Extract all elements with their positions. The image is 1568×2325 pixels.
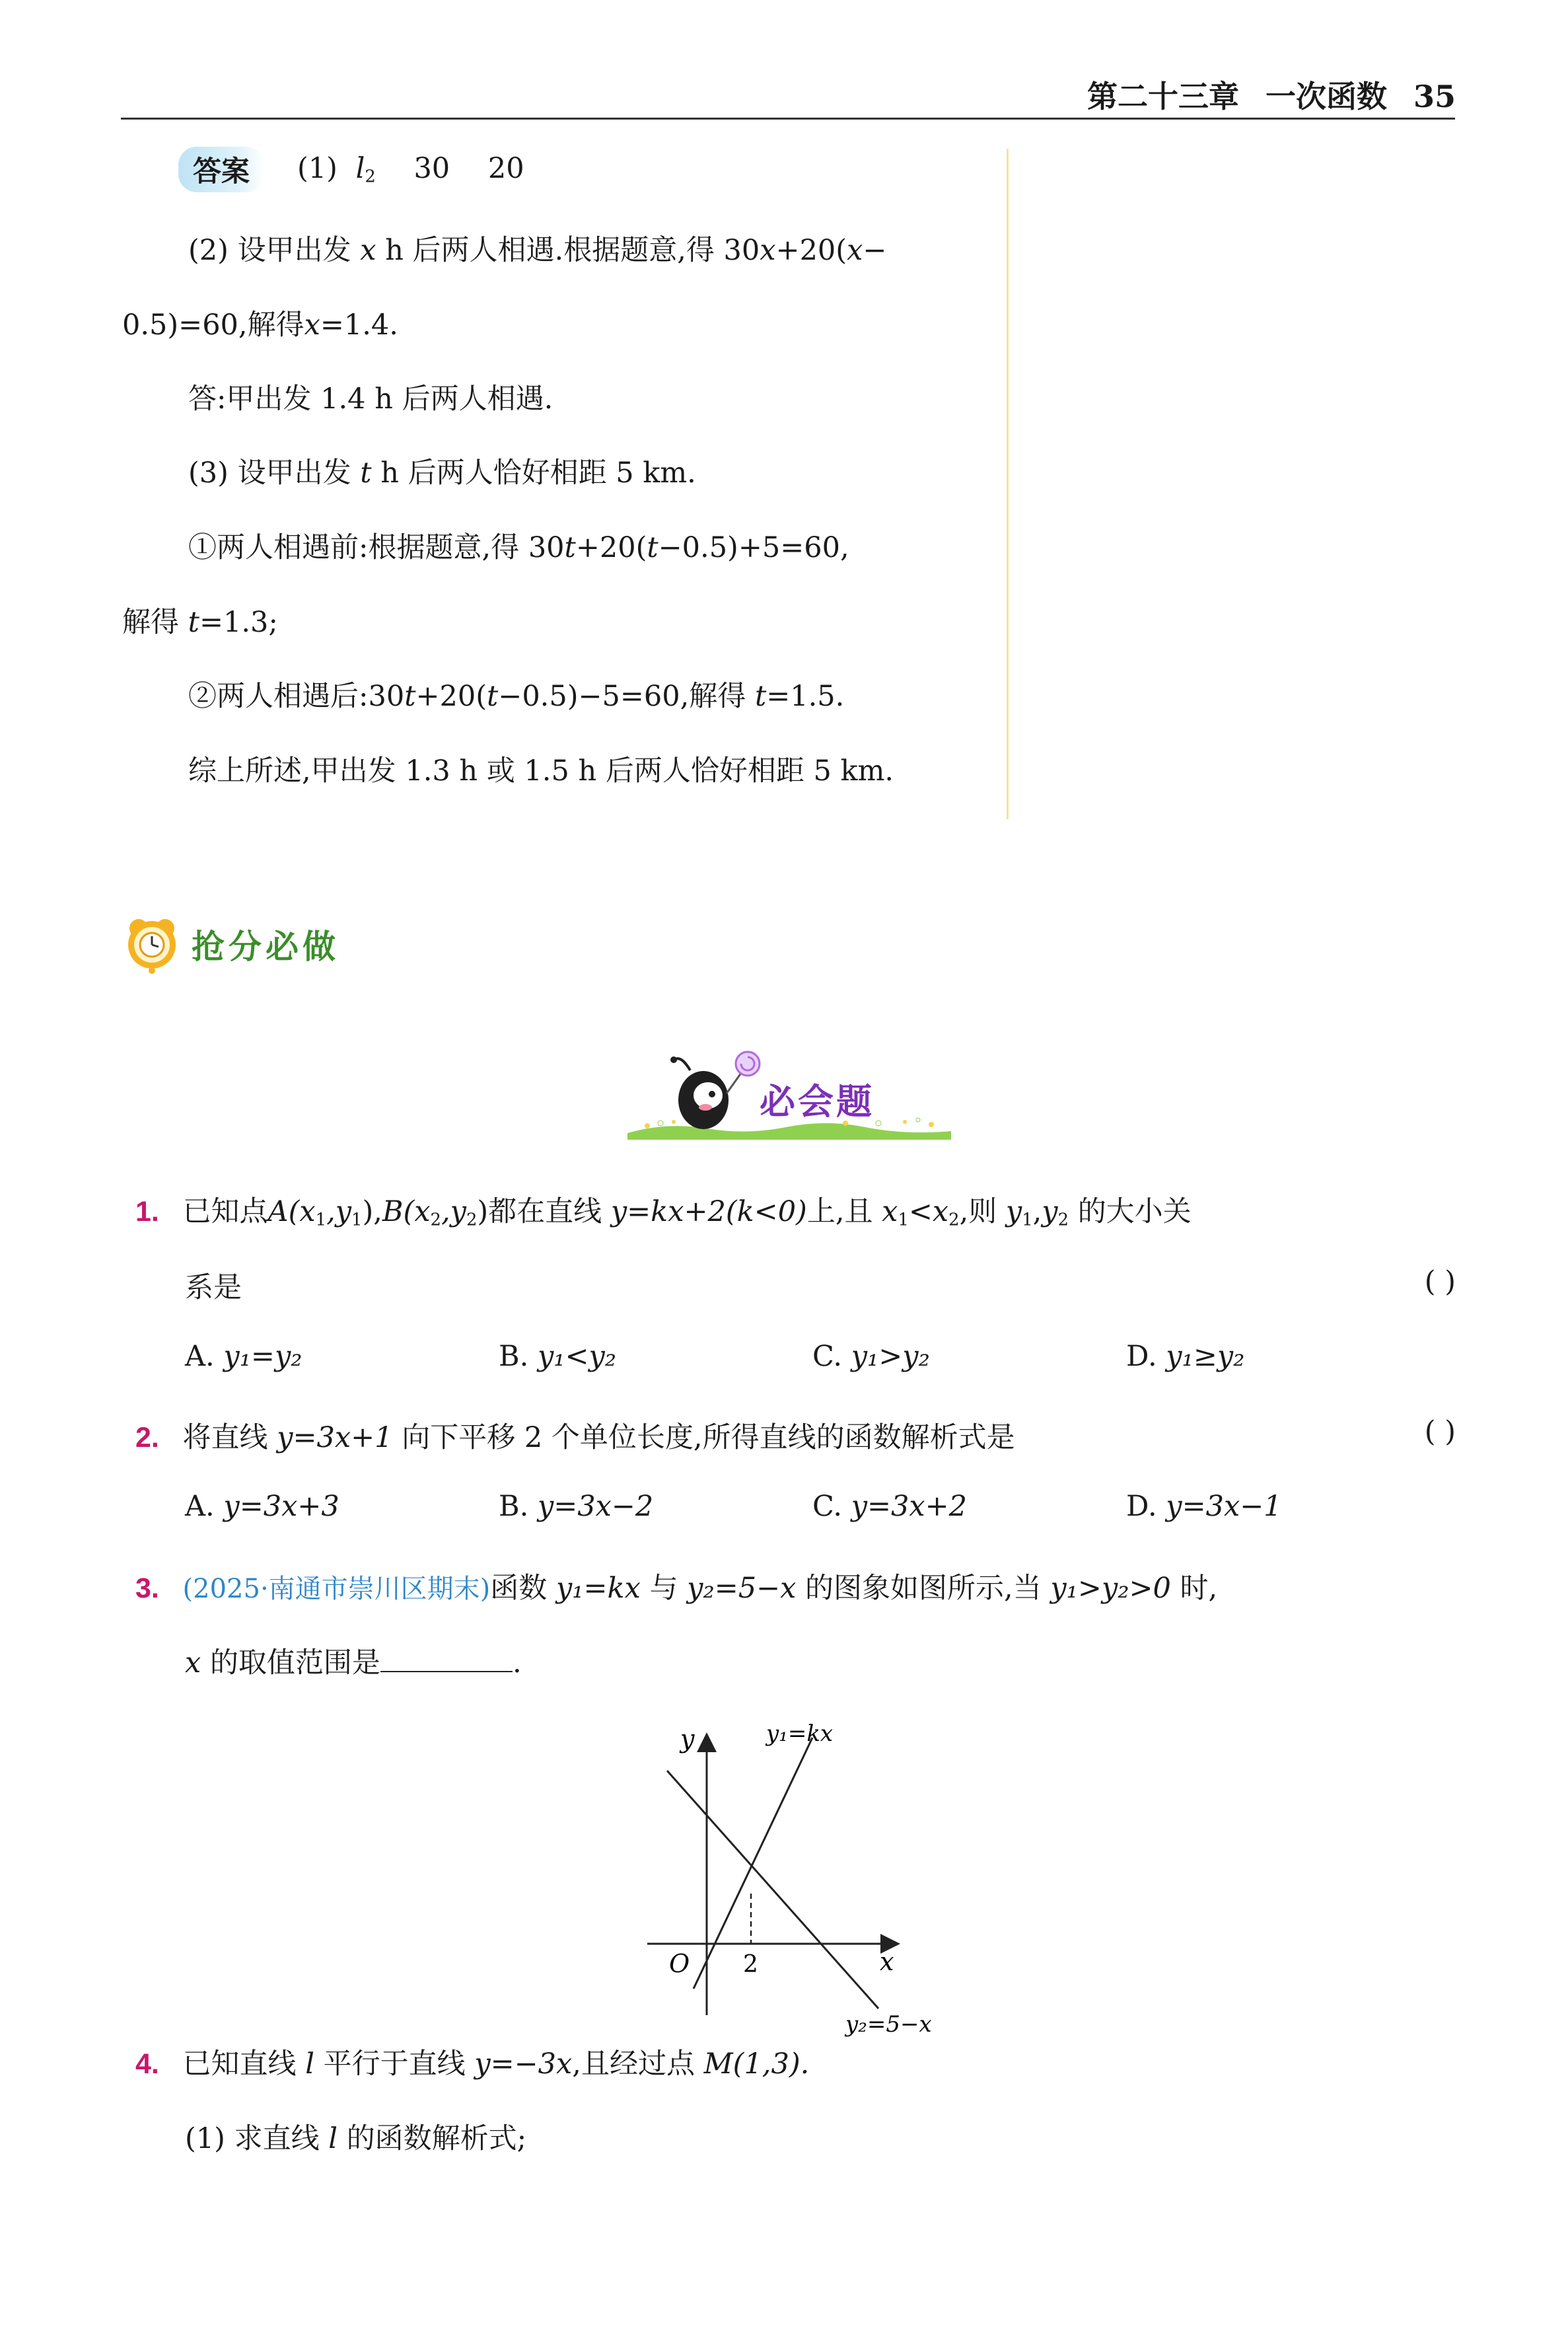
answer-summary: 综上所述,甲出发 1.3 h 或 1.5 h 后两人恰好相距 5 km. <box>188 755 894 788</box>
question-1: 1. 已知点$A(x_1,y_1),B(x_2,y_2)$都在直线 y=kx+2(k<0)上,且 $x_1<x_2$,则 $y_1,y_2$ 的大小关 <box>135 1195 1192 1230</box>
chapter-title: 一次函数 <box>1265 79 1387 114</box>
line-y2-label: y₂=5−x <box>845 2011 932 2038</box>
y-axis-label: y <box>680 1724 695 1753</box>
question-4: 4. 已知直线 l 平行于直线 y=−3x,且经过点 M(1,3). <box>135 2048 810 2081</box>
answer-label: 答案 <box>178 147 264 192</box>
option-a[interactable]: A. y=3x+3 <box>185 1490 339 1523</box>
question-number: 1. <box>135 1196 159 1228</box>
answer-part-1 <box>297 152 524 185</box>
question-3-cont: x 的取值范围是 . <box>185 1646 522 1679</box>
tick-label-2: 2 <box>743 1951 758 1978</box>
answer-value: 30 <box>413 152 450 185</box>
question-source: (2025·南通市崇川区期末) <box>182 1574 491 1604</box>
origin-label: O <box>669 1949 690 1978</box>
answer-part-2-cont: 0.5)=60,解得x=1.4. <box>122 309 398 342</box>
line-y2 <box>667 1771 878 2009</box>
page-header <box>1087 73 1456 116</box>
page-number: 35 <box>1413 79 1456 114</box>
answer-case-2: ②两人相遇后:30t+20(t−0.5)−5=60,解得 t=1.5. <box>188 680 845 713</box>
question-number: 3. <box>135 1572 159 1604</box>
line-var: l <box>355 152 365 185</box>
option-c[interactable]: C. y=3x+2 <box>812 1490 968 1523</box>
function-graph <box>634 1711 951 2042</box>
answer-part-2: (2) 设甲出发 x h 后两人相遇.根据题意,得 30x+20(x− <box>188 234 887 267</box>
header-rule <box>121 118 1455 120</box>
alarm-clock-icon <box>119 908 185 975</box>
question-4-part-1: (1) 求直线 l 的函数解析式; <box>185 2122 527 2155</box>
question-number: 2. <box>135 1422 159 1454</box>
option-c[interactable]: C. y₁>y₂ <box>812 1340 930 1373</box>
question-3: 3. (2025·南通市崇川区期末)函数 y₁=kx 与 y₂=5−x 的图象如图所示,当 y₁>y₂>0 时, <box>135 1572 1218 1605</box>
option-d[interactable]: D. y=3x−1 <box>1126 1490 1282 1523</box>
answer-divider <box>1007 149 1009 819</box>
question-2: 2. 将直线 y=3x+1 向下平移 2 个单位长度,所得直线的函数解析式是 <box>135 1421 1015 1454</box>
line-y1-label: y₁=kx <box>766 1720 834 1747</box>
question-1-cont: 系是 <box>185 1271 242 1304</box>
answer-blank[interactable] <box>380 1646 513 1672</box>
subscript: 2 <box>365 166 376 187</box>
option-a[interactable]: A. y₁=y₂ <box>185 1340 303 1373</box>
x-axis-label: x <box>880 1947 894 1976</box>
answer-bracket: ( ) <box>1424 1415 1456 1448</box>
question-number: 4. <box>135 2048 159 2080</box>
answer-value: 20 <box>487 152 524 185</box>
chapter-label: 第二十三章 <box>1087 79 1239 114</box>
banner-title: 必会题 <box>760 1081 874 1123</box>
section-title: 抢分必做 <box>192 928 339 966</box>
option-b[interactable]: B. y₁<y₂ <box>499 1340 617 1373</box>
part-number: (1) <box>297 152 338 185</box>
answer-part-3: (3) 设甲出发 t h 后两人恰好相距 5 km. <box>188 457 696 490</box>
option-b[interactable]: B. y=3x−2 <box>499 1490 654 1523</box>
option-d[interactable]: D. y₁≥y₂ <box>1126 1340 1245 1373</box>
answer-bracket: ( ) <box>1424 1265 1456 1298</box>
answer-case-1: ①两人相遇前:根据题意,得 30t+20(t−0.5)+5=60, <box>188 531 849 564</box>
answer-case-1-cont: 解得 t=1.3; <box>122 606 278 639</box>
answer-part-2-conclusion: 答:甲出发 1.4 h 后两人相遇. <box>188 383 553 416</box>
